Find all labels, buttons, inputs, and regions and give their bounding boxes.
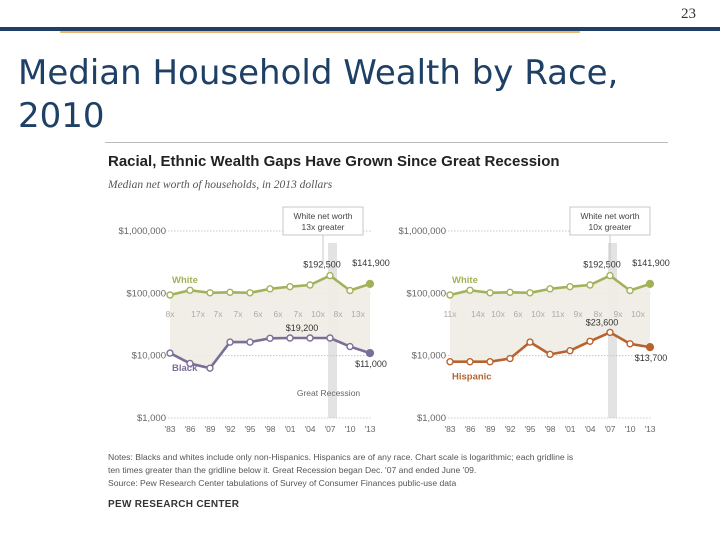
y-tick-label: $1,000,000 (398, 226, 446, 237)
ratio-label: 10x (631, 309, 645, 319)
data-point (227, 339, 233, 345)
x-tick-label: '95 (524, 424, 536, 434)
value-label: $192,500 (303, 259, 341, 270)
x-tick-label: '92 (224, 424, 236, 434)
title-bar-accent (60, 31, 580, 33)
ratio-label: 7x (233, 309, 243, 319)
data-point (507, 356, 513, 362)
x-tick-label: '83 (444, 424, 456, 434)
slide-title: Median Household Wealth by Race, 2010 (18, 53, 619, 136)
data-point (167, 350, 173, 356)
data-point (627, 341, 633, 347)
data-point (267, 286, 273, 292)
source-brand: PEW RESEARCH CENTER (108, 499, 240, 510)
data-point (467, 359, 473, 365)
data-point (207, 290, 213, 296)
ratio-label: 6x (513, 309, 523, 319)
value-label: $141,900 (632, 257, 670, 268)
series-name: White (452, 275, 478, 287)
ratio-label: 10x (491, 309, 505, 319)
callout-text: White net worth (580, 211, 640, 221)
charts-svg (100, 195, 680, 445)
data-point (307, 282, 313, 288)
ratio-label: 11x (443, 309, 457, 319)
data-point (487, 290, 493, 296)
data-point (567, 348, 573, 354)
data-point (347, 344, 353, 350)
y-tick-label: $100,000 (406, 288, 446, 300)
value-label: $23,600 (585, 317, 619, 328)
y-tick-label: $1,000 (136, 413, 166, 424)
data-point (307, 335, 313, 341)
note-line: ten times greater than the gridline below it. Great Recession began Dec. '07 and ended June '09. (108, 465, 477, 475)
y-tick-label: $1,000,000 (118, 226, 166, 237)
data-point (447, 359, 453, 365)
ratio-label: 9x (573, 309, 583, 319)
data-point (567, 284, 573, 290)
data-point (187, 287, 193, 293)
x-tick-label: '83 (164, 424, 176, 434)
x-tick-label: '98 (544, 424, 556, 434)
figure-title: Racial, Ethnic Wealth Gaps Have Grown Since Great Recession (108, 153, 560, 170)
ratio-label: 11x (551, 309, 565, 319)
x-tick-label: '98 (264, 424, 276, 434)
x-tick-label: '01 (284, 424, 296, 434)
header-rule (105, 142, 668, 143)
value-label: $11,000 (355, 359, 387, 370)
series-name: Hispanic (452, 371, 492, 383)
x-tick-label: '04 (304, 424, 316, 434)
data-point (367, 350, 374, 357)
value-label: $13,700 (634, 353, 668, 364)
data-point (607, 273, 613, 279)
callout-text: 10x greater (588, 222, 632, 232)
data-point (507, 289, 513, 295)
y-tick-label: $10,000 (411, 350, 446, 362)
x-tick-label: '10 (624, 424, 636, 434)
x-tick-label: '07 (604, 424, 616, 434)
data-point (547, 286, 553, 292)
x-tick-label: '04 (584, 424, 596, 434)
ratio-label: 10x (311, 309, 325, 319)
callout-text: 13x greater (301, 222, 345, 232)
data-point (247, 339, 253, 345)
ratio-label: 8x (593, 309, 603, 319)
ratio-label: 13x (351, 309, 365, 319)
data-point (527, 290, 533, 296)
ratio-label: 6x (253, 309, 263, 319)
x-tick-label: '13 (644, 424, 656, 434)
ratio-label: 7x (293, 309, 303, 319)
x-tick-label: '01 (564, 424, 576, 434)
data-point (207, 365, 213, 371)
ratio-label: 9x (613, 309, 623, 319)
data-point (167, 292, 173, 298)
data-point (547, 351, 553, 357)
x-tick-label: '07 (324, 424, 336, 434)
x-tick-label: '89 (484, 424, 496, 434)
y-tick-label: $10,000 (131, 350, 166, 362)
recession-label: Great Recession (296, 388, 361, 398)
ratio-label: 7x (213, 309, 223, 319)
data-point (367, 280, 374, 287)
data-point (647, 344, 654, 351)
data-point (227, 289, 233, 295)
ratio-label: 8x (333, 309, 343, 319)
data-point (447, 292, 453, 298)
figure-notes (108, 451, 678, 490)
note-line: Notes: Blacks and whites include only non-Hispanics. Hispanics are of any race. Chart scale is logarithmic; each gridline is (108, 452, 574, 462)
data-point (327, 335, 333, 341)
data-point (267, 335, 273, 341)
data-point (327, 273, 333, 279)
x-tick-label: '13 (364, 424, 376, 434)
data-point (287, 284, 293, 290)
data-point (487, 359, 493, 365)
value-label: $19,200 (285, 323, 319, 334)
data-point (527, 339, 533, 345)
ratio-label: 8x (165, 309, 175, 319)
y-tick-label: $100,000 (126, 288, 166, 300)
value-label: $192,500 (583, 259, 621, 270)
data-point (247, 290, 253, 296)
data-point (607, 329, 613, 335)
y-tick-label: $1,000 (416, 413, 446, 424)
series-name: Black (172, 363, 198, 375)
data-point (347, 288, 353, 294)
data-point (467, 287, 473, 293)
ratio-label: 10x (531, 309, 545, 319)
data-point (627, 288, 633, 294)
ratio-label: 14x (471, 309, 485, 319)
x-tick-label: '86 (184, 424, 196, 434)
x-tick-label: '89 (204, 424, 216, 434)
series-name: White (172, 275, 198, 287)
value-label: $141,900 (352, 257, 390, 268)
callout-text: White net worth (293, 211, 353, 221)
data-point (587, 338, 593, 344)
x-tick-label: '95 (244, 424, 256, 434)
data-point (287, 335, 293, 341)
note-line: Source: Pew Research Center tabulations of Survey of Consumer Finances public-use data (108, 478, 457, 488)
ratio-label: 17x (191, 309, 205, 319)
x-tick-label: '92 (504, 424, 516, 434)
data-point (587, 282, 593, 288)
x-tick-label: '86 (464, 424, 476, 434)
ratio-label: 6x (273, 309, 283, 319)
page-number: 23 (681, 6, 696, 22)
figure-subtitle: Median net worth of households, in 2013 dollars (108, 179, 333, 191)
data-point (647, 280, 654, 287)
x-tick-label: '10 (344, 424, 356, 434)
